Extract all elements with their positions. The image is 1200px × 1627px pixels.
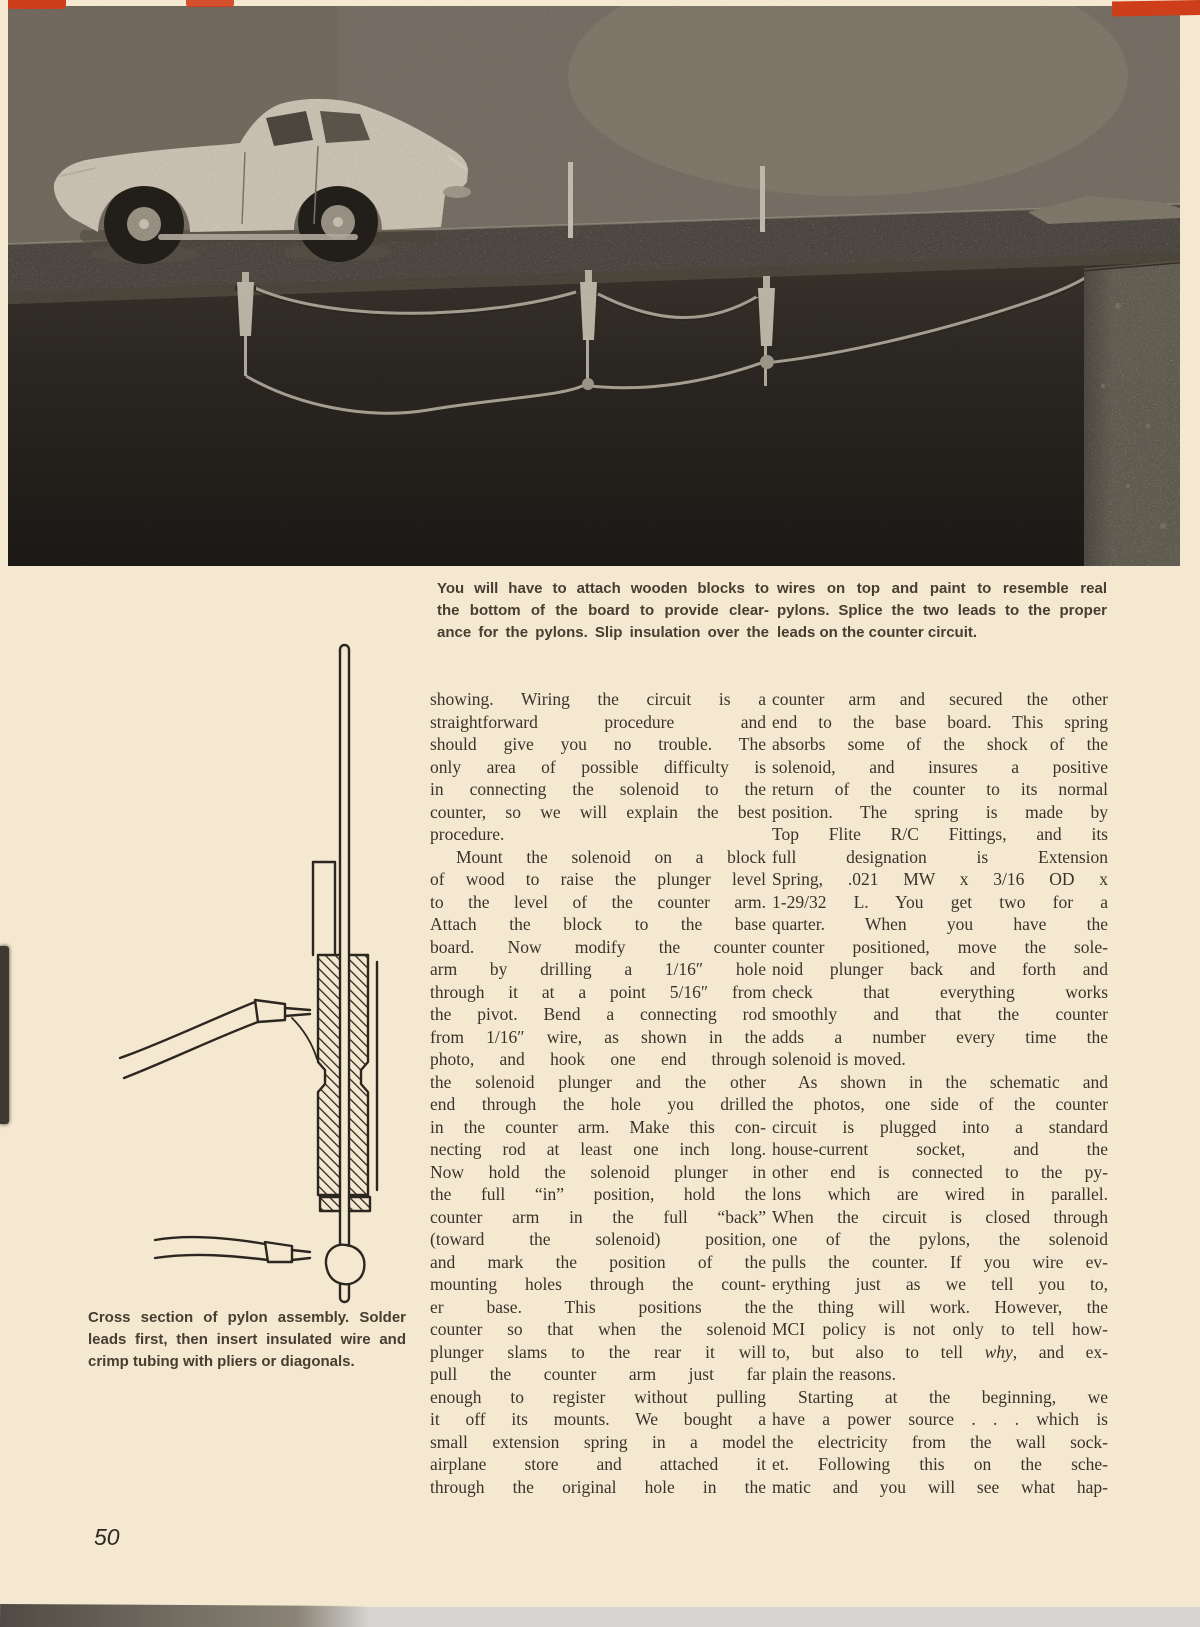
text-line: house-current socket, and the [772, 1139, 1108, 1159]
text-line: quarter. When you have the [772, 914, 1108, 934]
text-line: the full “in” position, hold the [430, 1184, 766, 1204]
text-line: (toward the solenoid) position, [430, 1229, 766, 1249]
text-line: enough to register without pulling [430, 1386, 766, 1407]
text-line: adds a number every time the [772, 1026, 1108, 1047]
text-line: lons which are wired in parallel. [772, 1184, 1108, 1204]
text-line: of wood to raise the plunger level [430, 869, 766, 889]
text-line: pull the counter arm just far [430, 1364, 766, 1384]
photo-caption-right [777, 578, 1107, 644]
pylon-cross-section-diagram [80, 612, 425, 1322]
text-line: pulls the counter. If you wire ev- [772, 1251, 1108, 1272]
text-line: You will have to attach wooden blocks to [437, 580, 769, 597]
text-line: through it at a point 5/16″ from [430, 981, 766, 1002]
text-line: from 1/16″ wire, as shown in the [430, 1026, 766, 1047]
text-line: As shown in the schematic and [798, 1071, 1108, 1092]
text-line: check that everything works [772, 981, 1108, 1002]
text-line: board. Now modify the counter [430, 936, 766, 957]
text-line: straightforward procedure and [430, 711, 766, 732]
solder-joint [326, 1245, 364, 1285]
photo-model-car-pylons [8, 6, 1180, 566]
text-line: plunger slams to the rear it will [430, 1341, 766, 1362]
text-line: procedure. [430, 824, 505, 844]
text-line: through the original hole in the [430, 1476, 766, 1497]
text-line: it off its mounts. We bought a [430, 1409, 766, 1429]
photo-caption-left [437, 578, 769, 644]
text-line: one of the pylons, the solenoid [772, 1229, 1108, 1249]
text-line: the thing will work. However, the [772, 1296, 1108, 1317]
text-line: Mount the solenoid on a block [456, 846, 766, 867]
text-line: should give you no trouble. The [430, 734, 766, 754]
text-line: mounting holes through the count- [430, 1274, 766, 1294]
text-line: solenoid is moved. [772, 1049, 906, 1069]
text-line: the photos, one side of the counter [772, 1094, 1108, 1114]
text-line: Spring, .021 MW x 3/16 OD x [772, 869, 1108, 889]
text-line: Now hold the solenoid plunger in [430, 1161, 766, 1182]
text-line: to, but also to tell why, and ex- [772, 1341, 1108, 1362]
pylon-pin-rod [340, 645, 349, 1302]
text-line: full designation is Extension [772, 846, 1108, 867]
crimp-tubing-outline [313, 862, 335, 955]
text-line: in the counter arm. Make this con- [430, 1116, 766, 1137]
page-number: 50 [94, 1524, 120, 1550]
text-line: the electricity from the wall sock- [772, 1431, 1108, 1452]
text-line: showing. Wiring the circuit is a [430, 689, 766, 709]
text-line: wires on top and paint to resemble real [777, 580, 1107, 597]
text-line: small extension spring in a model [430, 1431, 766, 1452]
article-column-1 [430, 688, 766, 1498]
photo-grain-overlay [8, 6, 1180, 566]
text-line: to the level of the counter arm. [430, 891, 766, 912]
text-line: MCI policy is not only to tell how- [772, 1319, 1108, 1339]
text-line: 1-29/32 L. You get two for a [772, 891, 1108, 912]
text-line: counter, so we will explain the best [430, 801, 766, 822]
text-line: in connecting the solenoid to the [430, 779, 766, 799]
text-line: airplane store and attached it [430, 1454, 766, 1474]
page-edge-mark [1112, 0, 1200, 17]
text-line: only area of possible difficulty is [430, 756, 766, 777]
text-line: end through the hole you drilled [430, 1094, 766, 1114]
diagram-caption [88, 1307, 406, 1373]
text-line: plain the reasons. [772, 1364, 896, 1384]
text-line: Top Flite R/C Fittings, and its [772, 824, 1108, 844]
text-line: absorbs some of the shock of the [772, 734, 1108, 754]
upper-lead-wire [120, 1000, 317, 1078]
text-line: the solenoid plunger and the other [430, 1071, 766, 1092]
text-line: return of the counter to its normal [772, 779, 1108, 799]
text-line: erything just as we tell you to, [772, 1274, 1108, 1294]
text-line: necting rod at least one inch long. [430, 1139, 766, 1159]
text-line: smoothly and that the counter [772, 1004, 1108, 1024]
page-edge-mark [8, 0, 66, 9]
text-line: circuit is plugged into a standard [772, 1116, 1108, 1137]
text-line: matic and you will see what hap- [772, 1476, 1108, 1497]
text-line: arm by drilling a 1/16″ hole [430, 959, 766, 979]
text-line: leads first, then insert insulated wire and [88, 1331, 406, 1348]
text-line: pylons. Splice the two leads to the proper [777, 602, 1107, 619]
scan-bottom-shadow [0, 1604, 370, 1627]
text-line: end to the base board. This spring [772, 711, 1108, 732]
text-line: Cross section of pylon assembly. Solder [88, 1309, 406, 1326]
article-column-2 [772, 688, 1108, 1498]
text-line: counter so that when the solenoid [430, 1319, 766, 1339]
text-line: counter arm and secured the other [772, 689, 1108, 709]
text-line: Attach the block to the base [430, 914, 766, 934]
text-line: have a power source . . . which is [772, 1409, 1108, 1429]
text-line: counter positioned, move the sole- [772, 936, 1108, 957]
text-line: the pivot. Bend a connecting rod [430, 1004, 766, 1024]
text-line: When the circuit is closed through [772, 1206, 1108, 1227]
page-edge-mark [186, 0, 234, 7]
text-line: solenoid, and insures a positive [772, 756, 1108, 777]
text-line: Starting at the beginning, we [798, 1386, 1108, 1407]
text-line: the bottom of the board to provide clear- [437, 602, 769, 619]
text-line: counter arm in the full “back” [430, 1206, 766, 1227]
lower-lead-wire [155, 1237, 310, 1262]
text-line: et. Following this on the sche- [772, 1454, 1108, 1474]
text-line: position. The spring is made by [772, 801, 1108, 822]
scan-edge-shadow [0, 946, 9, 1124]
text-line: photo, and hook one end through [430, 1049, 766, 1069]
text-line: crimp tubing with pliers or diagonals. [88, 1353, 355, 1370]
text-line: noid plunger back and forth and [772, 959, 1108, 979]
text-line: other end is connected to the py- [772, 1161, 1108, 1182]
text-line: ance for the pylons. Slip insulation over the [437, 624, 769, 641]
text-line: leads on the counter circuit. [777, 624, 978, 641]
text-line: and mark the position of the [430, 1251, 766, 1272]
text-line: er base. This positions the [430, 1296, 766, 1317]
